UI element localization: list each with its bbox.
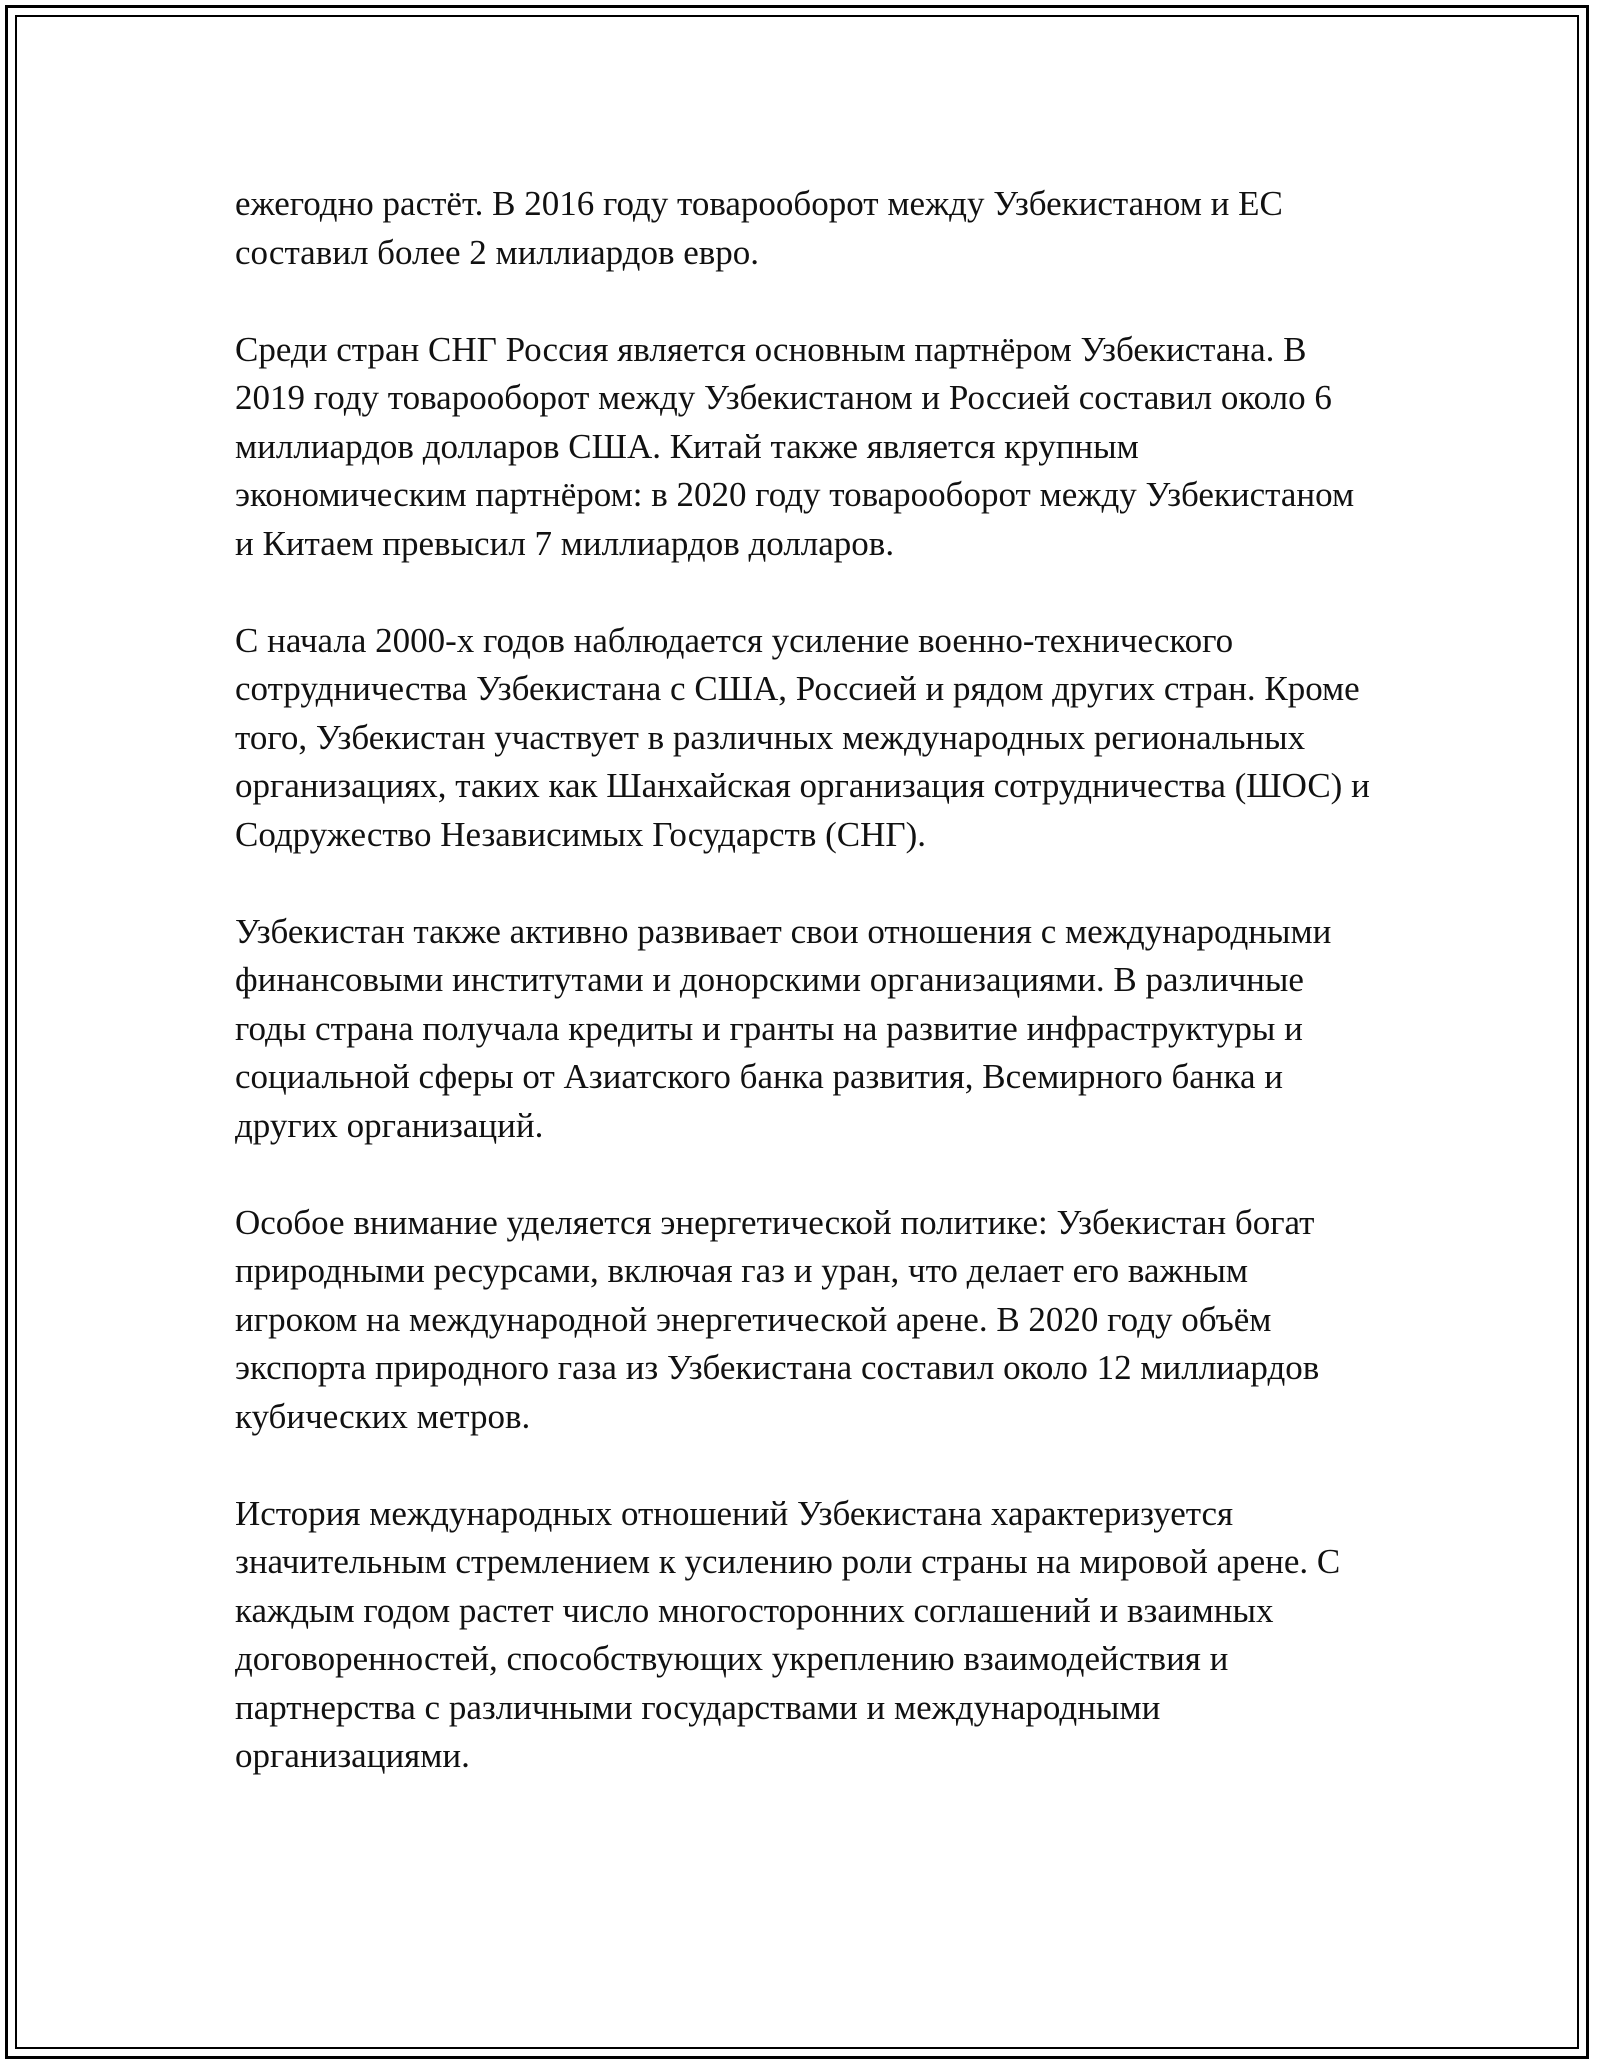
paragraph-financial-institutions: Узбекистан также активно развивает свои отношения с международными финансовыми институтами и донорскими организациями. В различные годы страна получала кредиты и гранты на развитие инфраструктуры и социальной сферы от Азиатского банка развития, Всемирного банка и других организаций.	[235, 911, 1332, 1145]
document-body	[235, 180, 1375, 1781]
paragraph-military-cooperation: С начала 2000-х годов наблюдается усиление военно-технического сотрудничества Узбекистана с США, Россией и рядом других стран. Кроме того, Узбекистан участвует в различных международных региональных организациях, таких как Шанхайская организация сотрудничества (ШОС) и Содружество Независимых Государств (СНГ).	[235, 620, 1370, 854]
paragraph-energy-policy: Особое внимание уделяется энергетической политике: Узбекистан богат природными ресурсами, включая газ и уран, что делает его важным игроком на международной энергетической арене. В 2020 году объём экспорта природного газа из Узбекистана составил около 12 миллиардов кубических метров.	[235, 1202, 1320, 1436]
paragraph-cis-partners: Среди стран СНГ Россия является основным партнёром Узбекистана. В 2019 году товарооборот между Узбекистаном и Россией составил около 6 миллиардов долларов США. Китай также является крупным экономическим партнёром: в 2020 году товарооборот между Узбекистаном и Китаем превысил 7 миллиардов долларов.	[235, 329, 1355, 563]
paragraph-international-relations: История международных отношений Узбекистана характеризуется значительным стремлением к усилению роли страны на мировой арене. С каждым годом растет число многосторонних соглашений и взаимных договоренностей, способствующих укреплению взаимодействия и партнерства с различными государствами и международными организациями.	[235, 1493, 1341, 1775]
paragraph-eu-trade: ежегодно растёт. В 2016 году товарооборот между Узбекистаном и ЕС составил более 2 миллиардов евро.	[235, 184, 1283, 272]
